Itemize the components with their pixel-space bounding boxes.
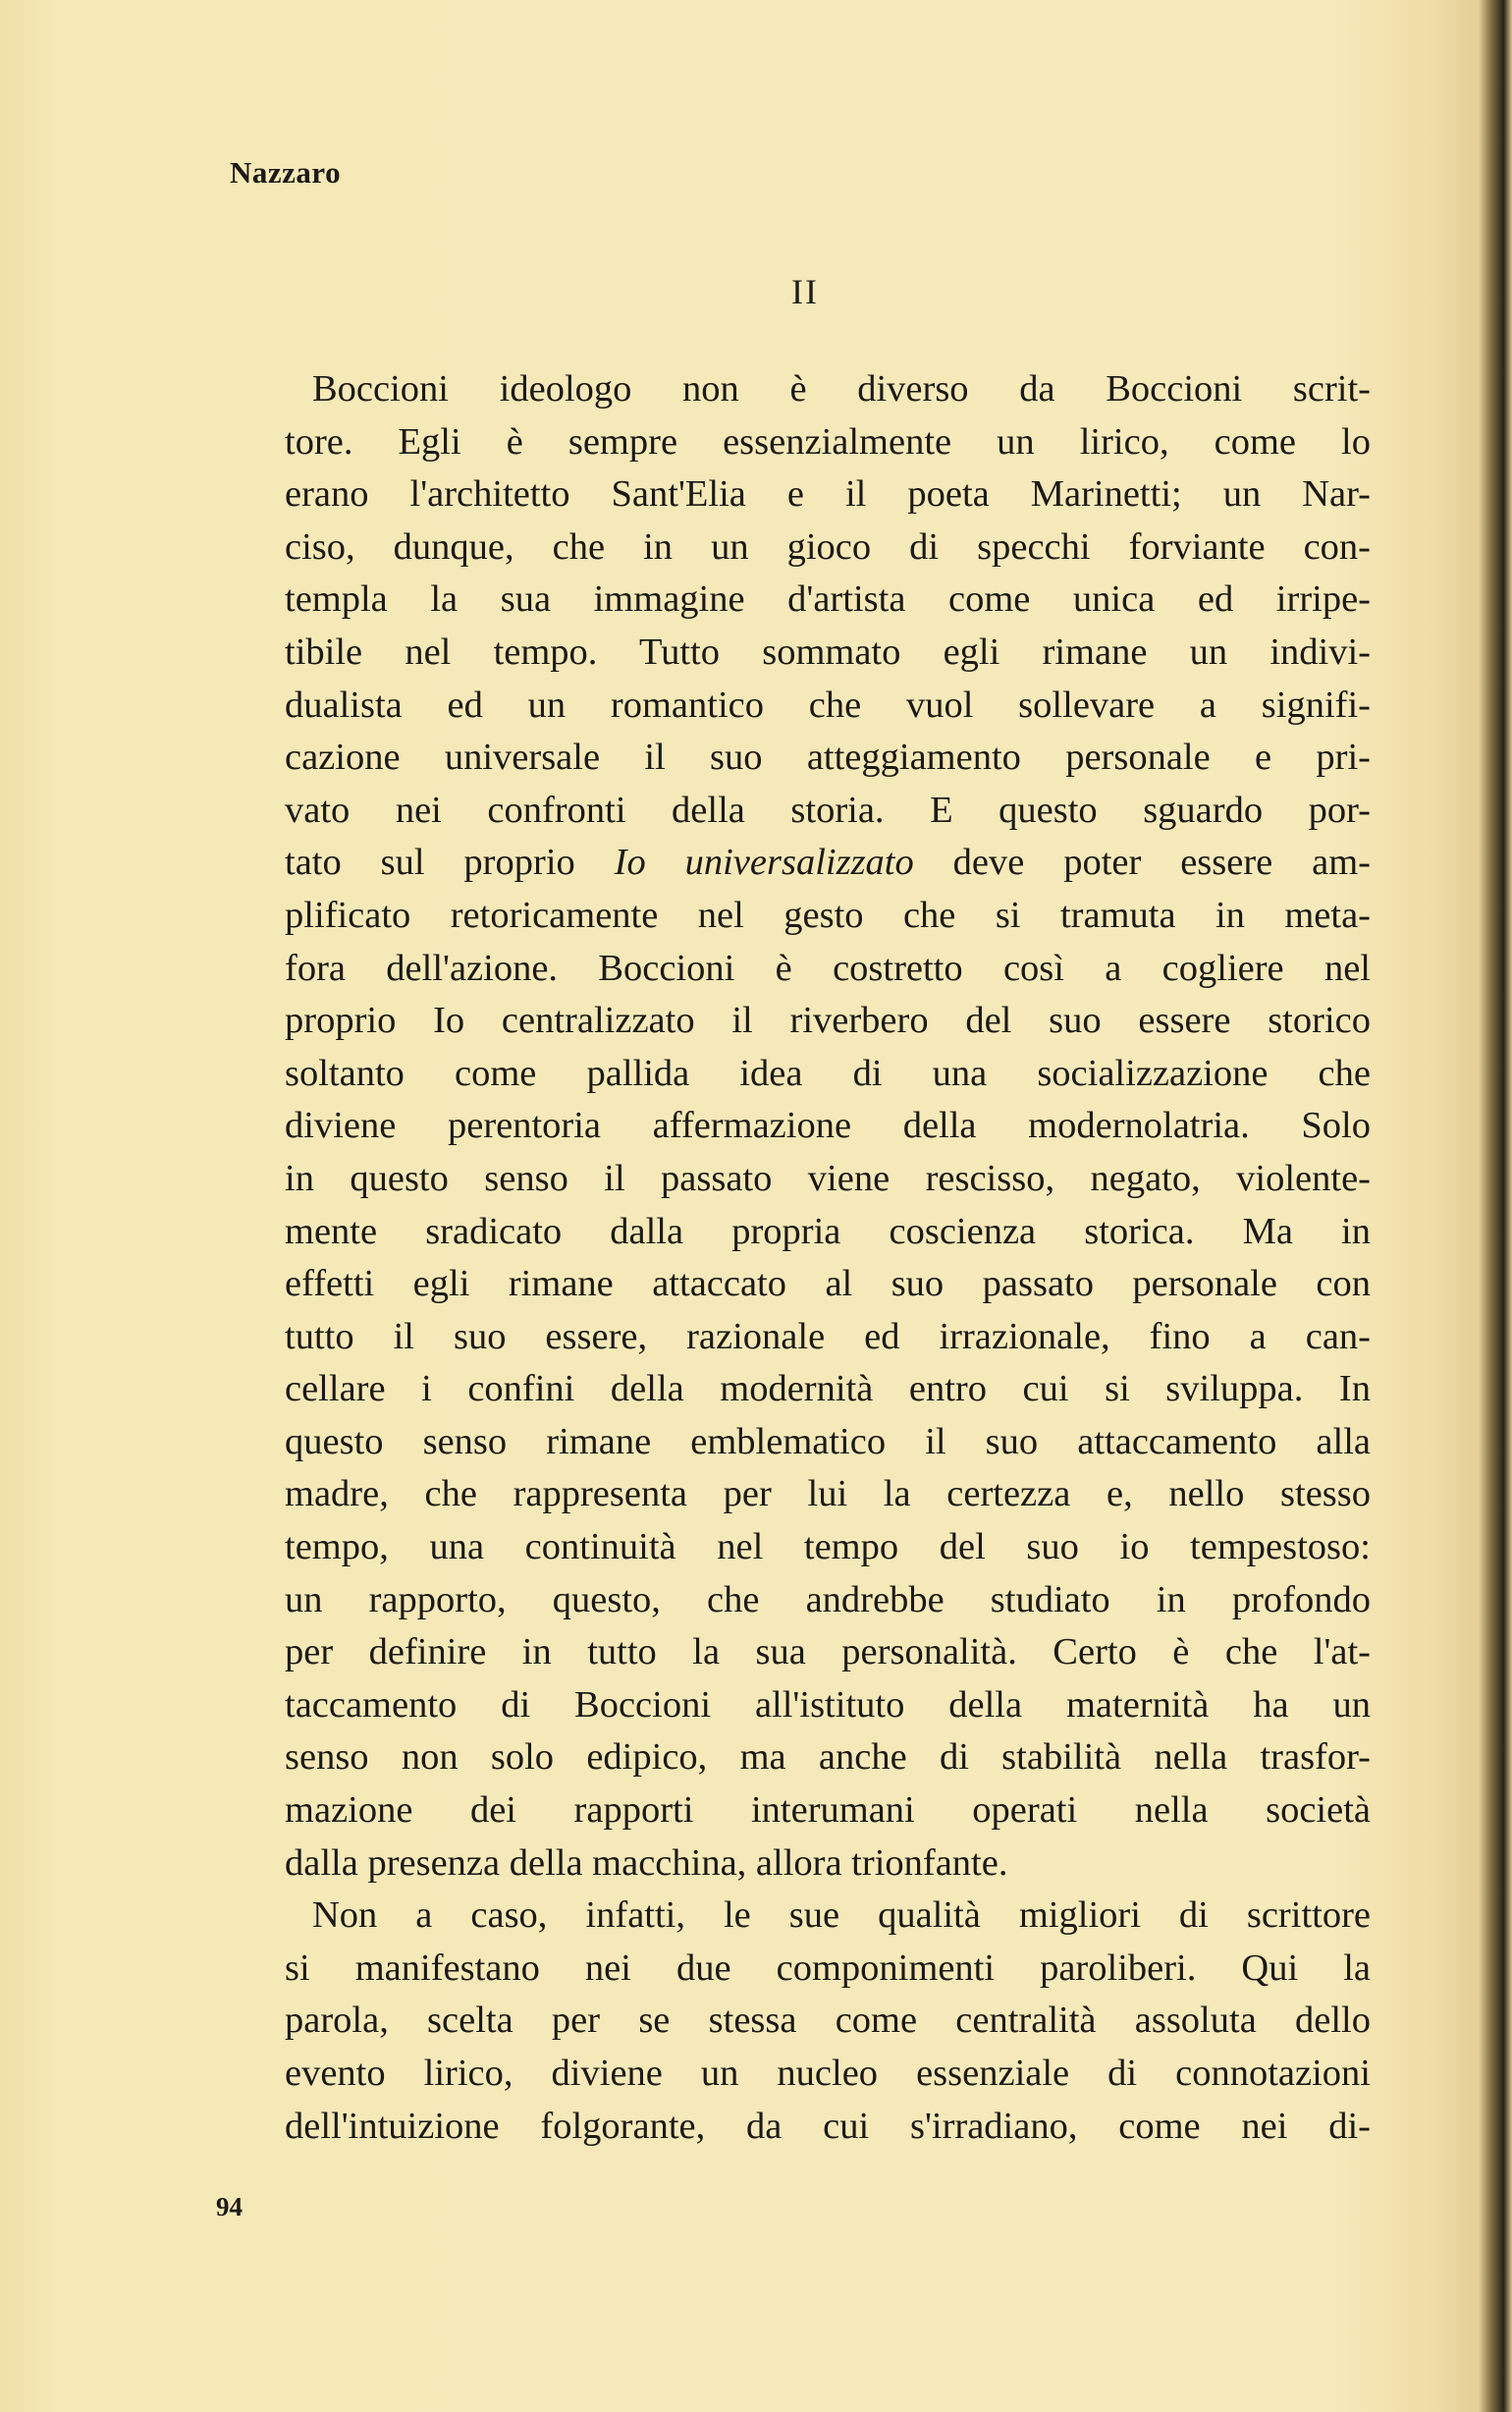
text-segment: tato sul proprio bbox=[285, 842, 615, 884]
text-line: tibile nel tempo. Tutto sommato egli rimane un indivi- bbox=[285, 630, 1371, 673]
text-line: plificato retoricamente nel gesto che si tramuta in meta- bbox=[285, 894, 1371, 936]
text-line: tempo, una continuità nel tempo del suo io tempestoso: bbox=[285, 1526, 1371, 1568]
body-text bbox=[285, 363, 1371, 2153]
text-line: dalla presenza della macchina, allora trionfante. bbox=[285, 1841, 1008, 1884]
text-line: taccamento di Boccioni all'istituto della maternità ha un bbox=[285, 1683, 1371, 1726]
text-line: Boccioni ideologo non è diverso da Boccioni scrit- bbox=[312, 368, 1371, 410]
text-line: diviene perentoria affermazione della modernolatria. Solo bbox=[285, 1105, 1371, 1147]
text-segment: deve poter essere am- bbox=[913, 842, 1371, 884]
text-line: cellare i confini della modernità entro cui si sviluppa. In bbox=[285, 1368, 1371, 1410]
text-line: si manifestano nei due componimenti paroliberi. Qui la bbox=[285, 1946, 1371, 1989]
text-line-with-italic bbox=[285, 837, 1371, 890]
italic-phrase: Io universalizzato bbox=[614, 842, 914, 884]
page-edge-shadow bbox=[1479, 0, 1512, 2412]
text-line: proprio Io centralizzato il riverbero del suo essere storico bbox=[285, 1000, 1371, 1042]
text-line: templa la sua immagine d'artista come unica ed irripe- bbox=[285, 578, 1371, 621]
text-line: questo senso rimane emblematico il suo attaccamento alla bbox=[285, 1420, 1371, 1462]
running-head: Nazzaro bbox=[230, 155, 342, 190]
text-line: ciso, dunque, che in un gioco di specchi forviante con- bbox=[285, 525, 1371, 568]
text-line: fora dell'azione. Boccioni è costretto così a cogliere nel bbox=[285, 947, 1371, 989]
text-line: dell'intuizione folgorante, da cui s'irradiano, come nei di- bbox=[285, 2105, 1371, 2147]
chapter-number: II bbox=[791, 272, 819, 311]
text-line: evento lirico, diviene un nucleo essenziale di connotazioni bbox=[285, 2053, 1371, 2094]
text-line: in questo senso il passato viene rescisso, negato, violente- bbox=[285, 1157, 1371, 1199]
text-line: vato nei confronti della storia. E questo sguardo por- bbox=[285, 789, 1371, 831]
text-line: senso non solo edipico, ma anche di stabilità nella trasfor- bbox=[285, 1736, 1371, 1779]
text-line: dualista ed un romantico che vuol sollevare a signifi- bbox=[285, 684, 1371, 726]
text-line: effetti egli rimane attaccato al suo passato personale con bbox=[285, 1263, 1371, 1305]
text-line: madre, che rappresenta per lui la certezza e, nello stesso bbox=[285, 1473, 1371, 1515]
text-line: per definire in tutto la sua personalità. Certo è che l'at- bbox=[285, 1631, 1371, 1673]
text-line: mazione dei rapporti interumani operati nella società bbox=[285, 1789, 1371, 1832]
text-line: tutto il suo essere, razionale ed irrazionale, fino a can- bbox=[285, 1315, 1371, 1357]
text-line: soltanto come pallida idea di una socializzazione che bbox=[285, 1052, 1371, 1094]
text-line: parola, scelta per se stessa come centralità assoluta dello bbox=[285, 2000, 1371, 2042]
text-line: un rapporto, questo, che andrebbe studiato in profondo bbox=[285, 1578, 1371, 1620]
page-number: 94 bbox=[216, 2192, 243, 2221]
text-line: tore. Egli è sempre essenzialmente un lirico, come lo bbox=[285, 420, 1371, 463]
text-line: erano l'architetto Sant'Elia e il poeta Marinetti; un Nar- bbox=[285, 473, 1371, 516]
text-line: mente sradicato dalla propria coscienza storica. Ma in bbox=[285, 1210, 1371, 1252]
text-line: cazione universale il suo atteggiamento personale e pri- bbox=[285, 737, 1371, 779]
text-line: Non a caso, infatti, le sue qualità migliori di scrittore bbox=[312, 1894, 1371, 1937]
